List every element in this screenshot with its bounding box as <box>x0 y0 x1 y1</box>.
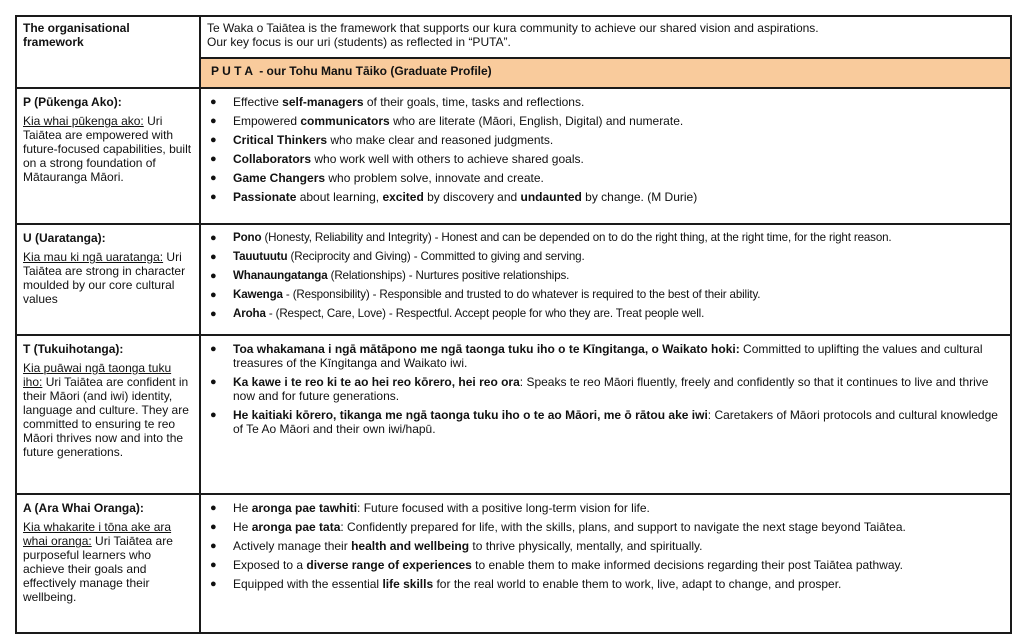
list-item: ● Collaborators who work well with others to achieve shared goals. <box>210 152 584 166</box>
bullet-icon: ● <box>210 251 217 263</box>
bullet-icon: ● <box>210 191 217 203</box>
bullet-icon: ● <box>210 153 217 165</box>
list-item: ● Actively manage their health and wellbeing to thrive physically, mentally, and spiritually. <box>210 539 703 553</box>
section-motto: Kia whai pūkenga ako: <box>23 114 144 128</box>
section-motto: Kia whakarite i tōna ake ara whai oranga: <box>23 520 172 548</box>
section-description-text: Uri Taiātea are strong in character moulded by our core cultural values <box>23 250 186 306</box>
section-motto: Kia mau ki ngā uaratanga: <box>23 250 164 264</box>
list-item: ● Equipped with the essential life skills for the real world to enable them to work, live, adapt to change, and prosper. <box>210 577 842 591</box>
bullet-icon: ● <box>210 115 217 127</box>
intro-cell <box>200 16 1011 58</box>
framework-table <box>15 15 1012 634</box>
list-item: ● Empowered communicators who are literate (Māori, English, Digital) and numerate. <box>210 114 684 128</box>
section-label-cell <box>16 494 200 633</box>
intro-line-2: Our key focus is our uri (students) as reflected in “PUTA”. <box>207 35 511 49</box>
framework-title-cell <box>16 16 200 88</box>
list-item: ● Passionate about learning, excited by discovery and undaunted by change. (M Durie) <box>210 190 698 204</box>
section-label-cell <box>16 335 200 494</box>
section-title: T (Tukuihotanga): <box>23 342 124 356</box>
framework-title: The organisational framework <box>23 21 130 49</box>
section-title: A (Ara Whai Oranga): <box>23 501 144 515</box>
section-description <box>23 361 193 459</box>
section-label-cell <box>16 224 200 335</box>
bullet-icon: ● <box>210 134 217 146</box>
list-item: ● Toa whakamana i ngā mātāpono me ngā taonga tuku iho o te Kīngitanga, o Waikato hoki: Committed to uplifting the values and cultural treasures of the Kīngitanga and Waikato iwi. <box>210 342 983 370</box>
section-title: P (Pūkenga Ako): <box>23 95 122 109</box>
list-item: ● Effective self-managers of their goals, time, tasks and reflections. <box>210 95 585 109</box>
list-item: ● Exposed to a diverse range of experiences to enable them to make informed decisions regarding their post Taiātea pathway. <box>210 558 903 572</box>
section-title: U (Uaratanga): <box>23 231 106 245</box>
bullet-icon: ● <box>210 540 217 552</box>
list-item: ● Kawenga - (Responsibility) - Responsible and trusted to do whatever is required to the best of their ability. <box>210 288 761 301</box>
bullet-icon: ● <box>210 409 217 421</box>
list-item: ● He aronga pae tawhiti: Future focused with a positive long-term vision for life. <box>210 501 650 515</box>
list-item: ● Pono (Honesty, Reliability and Integrity) - Honest and can be depended on to do the right thing, at the right time, for the right reason. <box>210 231 892 244</box>
bullet-icon: ● <box>210 308 217 320</box>
section-description <box>23 114 193 184</box>
bullet-icon: ● <box>210 521 217 533</box>
section-row-p <box>16 88 1011 224</box>
section-points-cell <box>200 224 1011 335</box>
bullet-icon: ● <box>210 578 217 590</box>
section-description-text: Uri Taiātea are confident in their Māori (and iwi) identity, language and culture. They are committed to ensuring te reo Māori thrives now and into the future generations. <box>23 375 189 459</box>
section-description-text: Uri Taiātea are purposeful learners who achieve their goals and effectively manage their wellbeing. <box>23 534 173 604</box>
section-row-a <box>16 494 1011 633</box>
bullet-icon: ● <box>210 232 217 244</box>
section-description <box>23 250 193 306</box>
list-item: ● Aroha - (Respect, Care, Love) - Respectful. Accept people for who they are. Treat people well. <box>210 307 705 320</box>
list-item: ● Tauutuutu (Reciprocity and Giving) - Committed to giving and serving. <box>210 250 585 263</box>
list-item: ● Whanaungatanga (Relationships) - Nurtures positive relationships. <box>210 269 570 282</box>
list-item: ● Critical Thinkers who make clear and reasoned judgments. <box>210 133 554 147</box>
bullet-icon: ● <box>210 502 217 514</box>
section-description <box>23 520 193 604</box>
bullet-icon: ● <box>210 376 217 388</box>
section-motto: Kia puāwai ngā taonga tuku iho: <box>23 361 172 389</box>
section-label-cell <box>16 88 200 224</box>
bullet-icon: ● <box>210 559 217 571</box>
section-points-cell <box>200 335 1011 494</box>
puta-banner: P U T A - our Tohu Manu Tāiko (Graduate Profile) <box>200 58 1011 88</box>
intro-line-1: Te Waka o Taiātea is the framework that supports our kura community to achieve our shared vision and aspirations. <box>207 21 819 35</box>
list-item: ● He aronga pae tata: Confidently prepared for life, with the skills, plans, and support to navigate the next stage beyond Taiātea. <box>210 520 906 534</box>
bullet-icon: ● <box>210 289 217 301</box>
section-points-cell <box>200 88 1011 224</box>
bullet-icon: ● <box>210 172 217 184</box>
list-item: ● Game Changers who problem solve, innovate and create. <box>210 171 544 185</box>
bullet-icon: ● <box>210 343 217 355</box>
list-item: ● Ka kawe i te reo ki te ao hei reo kōrero, hei reo ora: Speaks te reo Māori fluently, freely and confidently so that it continues to live and thrive now and for future generations. <box>210 375 989 403</box>
bullet-icon: ● <box>210 96 217 108</box>
section-description-text: Uri Taiātea are empowered with future-focused capabilities, built on a strong foundation of Mātauranga Māori. <box>23 114 192 184</box>
section-row-t <box>16 335 1011 494</box>
section-row-u <box>16 224 1011 335</box>
bullet-icon: ● <box>210 270 217 282</box>
section-points-cell <box>200 494 1011 633</box>
list-item: ● He kaitiaki kōrero, tikanga me ngā taonga tuku iho o te ao Māori, me ō rātou ake iwi: Caretakers of Māori protocols and cultural knowledge of Te Ao Māori and their own iwi/hapū. <box>210 408 998 436</box>
